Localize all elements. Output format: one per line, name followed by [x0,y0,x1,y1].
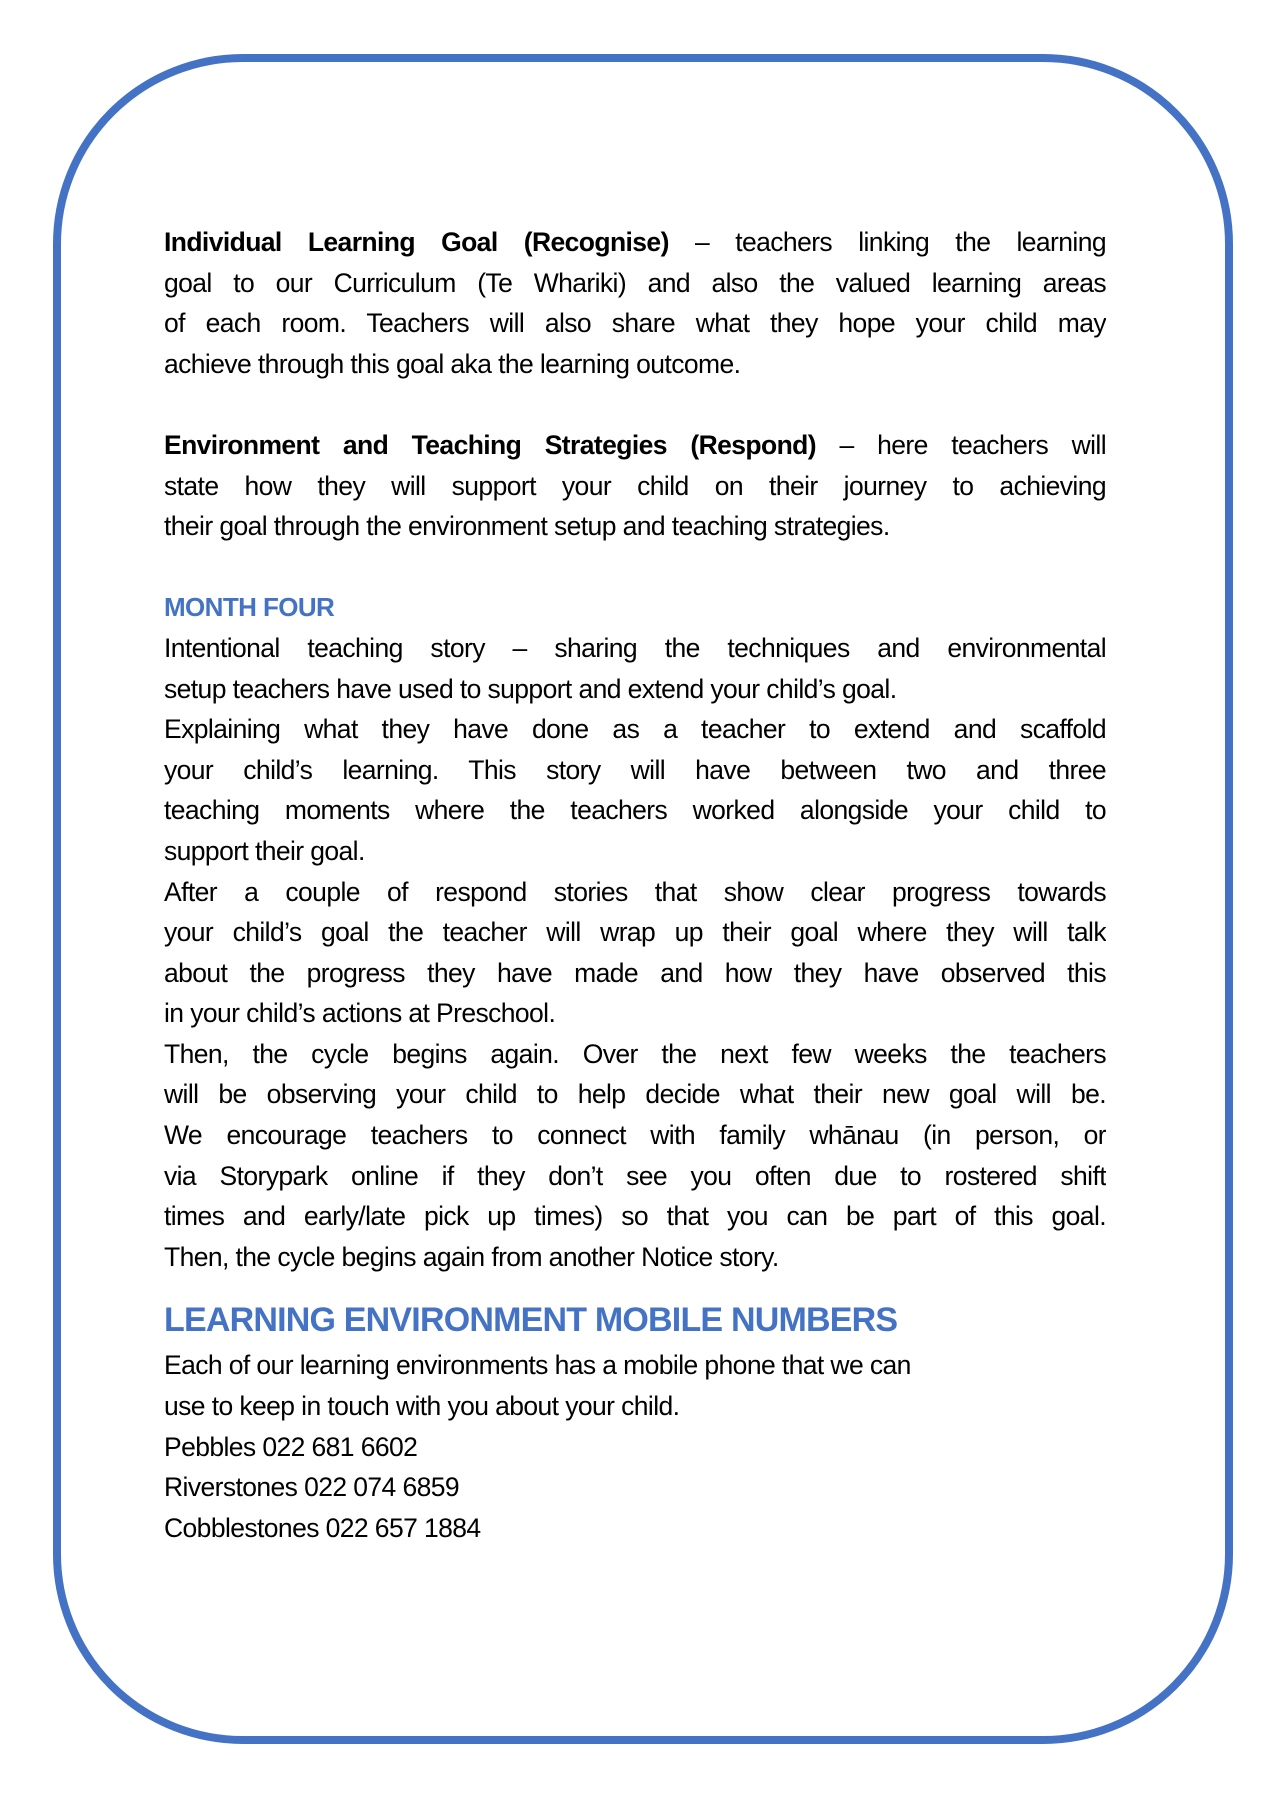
paragraph-line: achieve through this goal aka the learning outcome. [164,348,741,379]
paragraph-line: After a couple of respond stories that show clear progress towards [164,876,1106,907]
section-title: Environment and Teaching Strategies (Respond) [164,429,816,460]
paragraph-line: setup teachers have used to support and extend your child’s goal. [164,673,897,704]
section-mobile-numbers [164,1295,1106,1548]
paragraph-line: Intentional teaching story – sharing the techniques and environmental [164,632,1106,663]
paragraph-line: via Storypark online if they don’t see you often due to rostered shift [164,1160,1106,1191]
section-title: Individual Learning Goal (Recognise) [164,227,669,257]
paragraph-line: Environment and Teaching Strategies (Respond) – here teachers will [164,429,1106,460]
paragraph-line: use to keep in touch with you about your child. [164,1391,680,1422]
paragraph-line: their goal through the environment setup and teaching strategies. [164,511,890,542]
paragraph-line: goal to our Curriculum (Te Whariki) and also the valued learning areas [164,267,1106,298]
phone-number: 022 657 1884 [325,1512,481,1543]
document-body [164,222,1106,1548]
paragraph-line: of each room. Teachers will also share what they hope your child may [164,308,1106,339]
paragraph-line: Then, the cycle begins again. Over the next few weeks the teachers [164,1038,1106,1069]
month-four-heading: MONTH FOUR [164,592,335,623]
paragraph-line: about the progress they have made and how they have observed this [164,957,1106,988]
mobile-numbers-heading: LEARNING ENVIRONMENT MOBILE NUMBERS [164,1301,898,1340]
spacer [164,547,1106,588]
contact-cobblestones: Cobblestones 022 657 1884 [164,1512,481,1543]
paragraph-line: times and early/late pick up times) so that you can be part of this goal. [164,1201,1106,1232]
section-month-four [164,587,1106,1277]
paragraph-line: will be observing your child to help decide what their new goal will be. [164,1079,1106,1110]
paragraph-line: teaching moments where the teachers worked alongside your child to [164,795,1106,826]
paragraph-line: Each of our learning environments has a mobile phone that we can [164,1350,911,1381]
paragraph-line: your child’s goal the teacher will wrap up their goal where they will talk [164,917,1106,948]
contact-riverstones: Riverstones 022 074 6859 [164,1472,459,1503]
phone-number: 022 074 6859 [304,1472,459,1503]
contact-pebbles: Pebbles 022 681 6602 [164,1431,418,1462]
paragraph-line: Explaining what they have done as a teacher to extend and scaffold [164,714,1106,745]
paragraph-line: your child’s learning. This story will have between two and three [164,754,1106,785]
paragraph-line: support their goal. [164,835,365,866]
paragraph-line: Then, the cycle begins again from another Notice story. [164,1241,779,1272]
section-recognise [164,222,1106,384]
phone-number: 022 681 6602 [262,1431,418,1462]
paragraph-line: Individual Learning Goal (Recognise) – teachers linking the learning [164,227,1106,257]
section-respond [164,425,1106,547]
spacer [164,1277,1106,1291]
paragraph-line: state how they will support your child on their journey to achieving [164,470,1106,501]
paragraph-line: We encourage teachers to connect with family whānau (in person, or [164,1120,1106,1151]
paragraph-line: in your child’s actions at Preschool. [164,998,556,1029]
spacer [164,384,1106,425]
